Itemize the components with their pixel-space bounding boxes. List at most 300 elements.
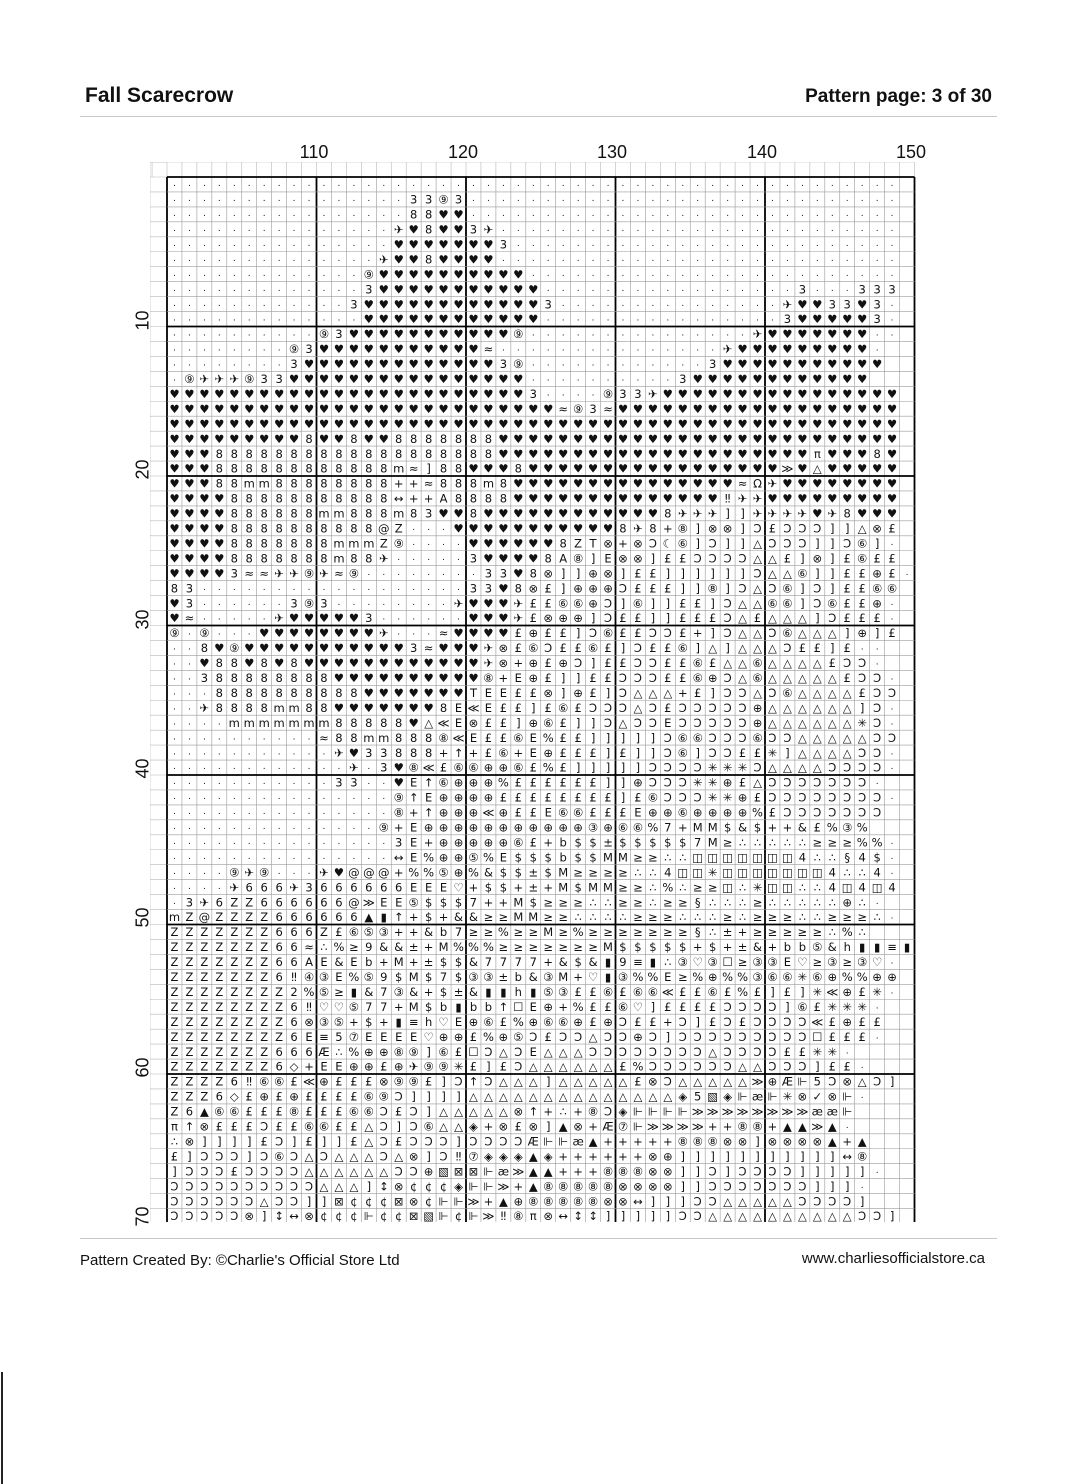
- stitch-symbol: Z: [185, 970, 194, 985]
- stitch-symbol: △: [454, 1104, 463, 1119]
- stitch-symbol: ·: [337, 316, 341, 327]
- stitch-symbol: ♥: [857, 357, 868, 372]
- stitch-symbol: $: [753, 820, 762, 835]
- stitch-symbol: Ↄ: [798, 775, 807, 790]
- stitch-symbol: Z: [230, 925, 239, 940]
- stitch-symbol: ]: [695, 581, 700, 596]
- stitch-symbol: Ↄ: [663, 775, 672, 790]
- stitch-symbol: ·: [217, 630, 221, 641]
- stitch-symbol: Ↄ: [708, 700, 717, 715]
- stitch-symbol: ∴: [170, 1134, 179, 1149]
- stitch-symbol: ·: [636, 286, 640, 297]
- stitch-symbol: 9: [380, 970, 388, 985]
- stitch-symbol: ✈: [199, 895, 210, 910]
- stitch-symbol: ·: [621, 226, 625, 237]
- stitch-symbol: ·: [666, 361, 670, 372]
- stitch-symbol: Z: [245, 984, 254, 999]
- stitch-symbol: ·: [756, 271, 759, 282]
- stitch-symbol: +: [423, 940, 434, 955]
- stitch-symbol: ♥: [842, 446, 853, 461]
- stitch-symbol: ♥: [468, 297, 479, 312]
- stitch-symbol: ♥: [483, 416, 494, 431]
- stitch-symbol: ·: [412, 525, 416, 536]
- stitch-symbol: ·: [516, 211, 520, 222]
- stitch-symbol: Ↄ: [708, 1179, 717, 1194]
- stitch-symbol: Z: [320, 925, 328, 940]
- stitch-symbol: ♥: [423, 327, 434, 342]
- stitch-symbol: △: [812, 656, 822, 671]
- stitch-symbol: $: [454, 955, 463, 970]
- stitch-symbol: ⊕: [528, 626, 539, 641]
- stitch-symbol: +: [633, 1149, 643, 1164]
- stitch-symbol: ♥: [857, 476, 868, 491]
- stitch-symbol: Z: [200, 1074, 209, 1089]
- stitch-symbol: £: [529, 596, 537, 611]
- stitch-symbol: ·: [696, 271, 700, 282]
- stitch-symbol: ▮: [350, 984, 358, 999]
- stitch-symbol: ④: [303, 970, 315, 985]
- stitch-symbol: ♥: [363, 671, 374, 686]
- stitch-symbol: Ↄ: [828, 805, 837, 820]
- stitch-symbol: ≥: [857, 910, 867, 925]
- stitch-symbol: ⑥: [229, 1104, 240, 1119]
- stitch-symbol: Z: [230, 1044, 239, 1059]
- stitch-symbol: ]: [695, 536, 700, 551]
- stitch-symbol: ♥: [453, 327, 464, 342]
- stitch-symbol: ♥: [558, 446, 569, 461]
- stitch-symbol: ∴: [679, 910, 687, 925]
- stitch-symbol: b: [559, 835, 567, 850]
- stitch-symbol: ♥: [827, 401, 838, 416]
- stitch-symbol: 8: [439, 700, 448, 715]
- stitch-symbol: ·: [187, 704, 191, 715]
- stitch-symbol: ·: [202, 316, 206, 327]
- stitch-symbol: ⑤: [363, 925, 374, 940]
- stitch-symbol: ⊕: [573, 820, 583, 835]
- stitch-symbol: ♥: [513, 372, 524, 387]
- stitch-symbol: △: [753, 626, 762, 641]
- column-label-150: 150: [895, 142, 927, 162]
- stitch-symbol: ♥: [453, 297, 464, 312]
- stitch-symbol: 3: [290, 357, 298, 372]
- stitch-symbol: ·: [860, 1063, 864, 1074]
- stitch-symbol: ·: [173, 884, 176, 895]
- stitch-symbol: 8: [395, 730, 403, 745]
- stitch-symbol: ]: [844, 521, 850, 536]
- stitch-symbol: ≈: [603, 401, 613, 416]
- stitch-symbol: ◈: [498, 1149, 508, 1164]
- stitch-symbol: ♥: [632, 431, 644, 446]
- stitch-symbol: ·: [681, 196, 685, 207]
- stitch-symbol: ≫: [497, 1179, 510, 1194]
- stitch-symbol: Ↄ: [484, 1074, 493, 1089]
- stitch-symbol: 8: [619, 521, 627, 536]
- stitch-symbol: ·: [890, 256, 894, 267]
- stitch-symbol: ⊕: [872, 596, 882, 611]
- stitch-symbol: +: [782, 820, 793, 835]
- stitch-symbol: ]: [650, 551, 656, 566]
- stitch-symbol: 8: [275, 506, 283, 521]
- stitch-symbol: ·: [322, 271, 326, 282]
- stitch-symbol: Ↄ: [663, 1074, 672, 1089]
- stitch-symbol: ·: [367, 764, 371, 775]
- stitch-symbol: E: [529, 745, 537, 760]
- stitch-symbol: ⊕: [483, 775, 494, 790]
- stitch-symbol: +: [618, 1134, 628, 1149]
- stitch-symbol: £: [709, 999, 717, 1014]
- stitch-symbol: ·: [262, 196, 266, 207]
- stitch-symbol: ♥: [199, 476, 210, 491]
- stitch-symbol: ⊕: [707, 970, 718, 985]
- stitch-symbol: ]: [366, 1179, 372, 1194]
- stitch-symbol: ·: [322, 181, 326, 192]
- stitch-symbol: ◫: [722, 880, 734, 895]
- stitch-symbol: ·: [486, 211, 490, 222]
- stitch-symbol: ·: [606, 196, 610, 207]
- stitch-symbol: ⊕: [438, 820, 449, 835]
- stitch-symbol: ♥: [842, 342, 853, 357]
- stitch-symbol: ♥: [587, 506, 599, 521]
- stitch-symbol: ⑥: [513, 835, 524, 850]
- stitch-symbol: ⊕: [349, 1059, 359, 1074]
- stitch-symbol: ·: [232, 615, 236, 626]
- stitch-symbol: ♥: [199, 521, 210, 536]
- stitch-symbol: ✈: [378, 551, 389, 566]
- stitch-symbol: Ↄ: [693, 1194, 702, 1209]
- stitch-symbol: ♥: [169, 596, 180, 611]
- stitch-symbol: ♥: [483, 327, 494, 342]
- stitch-symbol: ·: [247, 316, 251, 327]
- stitch-symbol: £: [873, 611, 881, 626]
- stitch-symbol: ·: [247, 794, 251, 805]
- stitch-symbol: ⊕: [319, 1074, 329, 1089]
- stitch-symbol: ♥: [408, 656, 419, 671]
- stitch-symbol: Ↄ: [798, 1179, 807, 1194]
- stitch-symbol: ♥: [498, 401, 509, 416]
- stitch-symbol: ⑥: [677, 730, 688, 745]
- stitch-symbol: △: [424, 715, 434, 730]
- stitch-symbol: Ↄ: [245, 1164, 254, 1179]
- stitch-symbol: ·: [367, 809, 371, 820]
- stitch-symbol: ⑤: [812, 940, 823, 955]
- stitch-symbol: £: [230, 1119, 238, 1134]
- stitch-symbol: ·: [397, 630, 401, 641]
- stitch-symbol: ♥: [348, 357, 360, 372]
- stitch-symbol: ⑧: [483, 671, 494, 686]
- stitch-symbol: 3: [395, 835, 403, 850]
- stitch-symbol: 4: [664, 865, 672, 880]
- stitch-symbol: ·: [890, 839, 894, 850]
- stitch-symbol: %: [871, 835, 883, 850]
- stitch-symbol: ③: [483, 970, 494, 985]
- stitch-symbol: ·: [217, 824, 221, 835]
- stitch-symbol: +: [633, 1134, 643, 1149]
- stitch-symbol: 4: [888, 880, 896, 895]
- stitch-symbol: ·: [337, 196, 341, 207]
- stitch-symbol: Z: [185, 1089, 194, 1104]
- stitch-symbol: $: [424, 895, 433, 910]
- stitch-symbol: ]: [575, 715, 581, 730]
- stitch-symbol: Ↄ: [170, 1179, 179, 1194]
- stitch-symbol: ]: [605, 1209, 611, 1222]
- scan-edge-mark: [1, 1372, 3, 1484]
- stitch-symbol: 6: [320, 910, 328, 925]
- stitch-symbol: ≈: [244, 566, 255, 581]
- stitch-symbol: ♥: [782, 401, 793, 416]
- stitch-symbol: ·: [576, 361, 580, 372]
- stitch-symbol: ≥: [528, 940, 539, 955]
- stitch-symbol: △: [753, 1059, 762, 1074]
- stitch-symbol: ♥: [677, 386, 688, 401]
- stitch-symbol: 6: [275, 895, 283, 910]
- stitch-symbol: ⑧: [587, 1179, 599, 1194]
- stitch-symbol: ♥: [423, 671, 434, 686]
- stitch-symbol: ]: [217, 1134, 222, 1149]
- stitch-symbol: 6: [260, 895, 268, 910]
- stitch-symbol: ·: [292, 271, 296, 282]
- stitch-symbol: Ↄ: [603, 1029, 613, 1044]
- stitch-symbol: ·: [322, 809, 326, 820]
- stitch-symbol: ·: [247, 630, 251, 641]
- stitch-symbol: ≥: [842, 955, 853, 970]
- stitch-symbol: ≥: [513, 940, 524, 955]
- stitch-symbol: Ↄ: [753, 999, 762, 1014]
- stitch-symbol: ·: [292, 585, 296, 596]
- stitch-symbol: ♥: [348, 327, 360, 342]
- stitch-symbol: £: [589, 671, 597, 686]
- stitch-symbol: Z: [215, 1029, 224, 1044]
- stitch-symbol: £: [469, 1059, 478, 1074]
- stitch-symbol: m: [228, 715, 240, 730]
- stitch-symbol: Z: [245, 910, 254, 925]
- stitch-symbol: ⑥: [857, 551, 868, 566]
- stitch-symbol: Ↄ: [723, 1029, 732, 1044]
- stitch-symbol: ♥: [842, 386, 853, 401]
- stitch-symbol: Z: [215, 970, 224, 985]
- stitch-symbol: ·: [800, 241, 804, 252]
- stitch-symbol: ♥: [617, 446, 629, 461]
- stitch-symbol: Ↄ: [618, 671, 628, 686]
- stitch-symbol: ♥: [782, 327, 793, 342]
- stitch-symbol: %: [497, 925, 509, 940]
- stitch-symbol: ⑨: [423, 1059, 434, 1074]
- stitch-symbol: ·: [307, 734, 311, 745]
- stitch-symbol: Z: [245, 925, 254, 940]
- stitch-symbol: +: [513, 880, 524, 895]
- stitch-symbol: ·: [636, 316, 640, 327]
- stitch-symbol: ·: [247, 764, 251, 775]
- stitch-symbol: ◫: [767, 880, 778, 895]
- stitch-symbol: ♥: [453, 252, 464, 267]
- stitch-symbol: ♥: [423, 297, 434, 312]
- stitch-symbol: $: [499, 880, 508, 895]
- stitch-symbol: ♥: [468, 282, 479, 297]
- stitch-symbol: ♥: [169, 551, 180, 566]
- stitch-symbol: Ↄ: [708, 730, 717, 745]
- stitch-symbol: ♥: [303, 401, 315, 416]
- stitch-symbol: ♥: [378, 327, 389, 342]
- stitch-symbol: 8: [365, 461, 373, 476]
- stitch-symbol: ≈: [304, 940, 314, 955]
- stitch-symbol: ·: [651, 286, 655, 297]
- stitch-symbol: 6: [260, 880, 268, 895]
- stitch-symbol: ♥: [199, 386, 210, 401]
- stitch-symbol: Ↄ: [828, 790, 837, 805]
- stitch-symbol: ⊕: [364, 1059, 374, 1074]
- stitch-symbol: ♥: [722, 401, 733, 416]
- stitch-symbol: Ↄ: [768, 1179, 777, 1194]
- stitch-symbol: ◈: [678, 1089, 688, 1104]
- stitch-symbol: ♥: [737, 372, 748, 387]
- stitch-symbol: ⑦: [617, 1119, 629, 1134]
- row-label-50: 50: [132, 907, 153, 928]
- stitch-symbol: 8: [245, 551, 253, 566]
- stitch-symbol: ⊕: [707, 671, 718, 686]
- stitch-symbol: Ↄ: [873, 790, 882, 805]
- stitch-symbol: ◫: [737, 865, 749, 880]
- stitch-symbol: £: [813, 641, 821, 656]
- stitch-symbol: Ↄ: [663, 745, 672, 760]
- stitch-symbol: ·: [277, 271, 281, 282]
- stitch-symbol: ·: [232, 361, 236, 372]
- stitch-symbol: £: [619, 656, 627, 671]
- stitch-symbol: ≥: [677, 970, 688, 985]
- stitch-symbol: ·: [711, 241, 715, 252]
- stitch-symbol: £: [350, 1089, 358, 1104]
- stitch-symbol: Ↄ: [858, 1209, 867, 1222]
- stitch-symbol: ·: [247, 824, 251, 835]
- stitch-symbol: ·: [187, 181, 191, 192]
- stitch-symbol: ·: [202, 241, 206, 252]
- stitch-symbol: ·: [875, 226, 879, 237]
- stitch-symbol: ·: [202, 749, 206, 760]
- stitch-symbol: £: [589, 805, 597, 820]
- stitch-symbol: ·: [262, 764, 266, 775]
- stitch-symbol: ·: [187, 689, 191, 700]
- stitch-symbol: Ↄ: [753, 760, 762, 775]
- stitch-symbol: æ: [497, 1164, 510, 1179]
- stitch-symbol: ✈: [513, 611, 524, 626]
- stitch-symbol: ·: [681, 301, 685, 312]
- stitch-symbol: ⑨: [244, 372, 255, 387]
- stitch-symbol: ✳: [707, 760, 718, 775]
- stitch-symbol: Ↄ: [603, 596, 613, 611]
- stitch-symbol: Ↄ: [723, 745, 732, 760]
- stitch-symbol: ♥: [498, 506, 509, 521]
- stitch-symbol: ≪: [437, 715, 450, 730]
- stitch-symbol: £: [709, 656, 717, 671]
- stitch-symbol: Ↄ: [648, 715, 657, 730]
- stitch-symbol: ·: [576, 286, 580, 297]
- stitch-symbol: ◈: [513, 1149, 523, 1164]
- stitch-symbol: ·: [232, 824, 236, 835]
- stitch-symbol: Z: [200, 999, 209, 1014]
- stitch-symbol: Ↄ: [783, 1164, 792, 1179]
- stitch-symbol: ⑥: [572, 805, 584, 820]
- stitch-symbol: ]: [665, 596, 671, 611]
- stitch-symbol: ⑧: [572, 1194, 584, 1209]
- stitch-symbol: ⊕: [887, 970, 897, 985]
- stitch-symbol: ]: [710, 685, 715, 700]
- stitch-symbol: ]: [725, 536, 730, 551]
- stitch-symbol: Z: [185, 940, 194, 955]
- stitch-symbol: △: [573, 1059, 583, 1074]
- stitch-symbol: Z: [215, 1074, 224, 1089]
- stitch-symbol: ·: [830, 181, 834, 192]
- stitch-symbol: ≥: [767, 925, 778, 940]
- stitch-symbol: ♥: [677, 446, 688, 461]
- stitch-symbol: ⑥: [363, 1089, 374, 1104]
- stitch-symbol: ·: [307, 824, 311, 835]
- stitch-symbol: ∴: [828, 895, 836, 910]
- stitch-symbol: ≈: [737, 476, 748, 491]
- stitch-symbol: ⑧: [752, 1119, 763, 1134]
- stitch-symbol: £: [514, 685, 522, 700]
- stitch-symbol: ⊗: [722, 521, 733, 536]
- stitch-symbol: ⊕: [663, 805, 673, 820]
- stitch-symbol: ]: [545, 1074, 551, 1089]
- stitch-symbol: ♥: [348, 372, 360, 387]
- stitch-symbol: Ↄ: [873, 671, 882, 686]
- stitch-symbol: ⊕: [468, 805, 479, 820]
- stitch-symbol: ♥: [303, 626, 315, 641]
- stitch-symbol: £: [858, 596, 866, 611]
- stitch-symbol: ∴: [783, 895, 792, 910]
- stitch-symbol: Z: [185, 1074, 194, 1089]
- stitch-symbol: Ↄ: [798, 1029, 807, 1044]
- stitch-symbol: +: [513, 745, 524, 760]
- stitch-symbol: △: [768, 551, 777, 566]
- stitch-symbol: ♥: [782, 431, 793, 446]
- stitch-symbol: Ↄ: [693, 790, 702, 805]
- stitch-symbol: 8: [335, 730, 343, 745]
- stitch-symbol: ⑥: [602, 626, 614, 641]
- stitch-symbol: 4: [873, 865, 881, 880]
- stitch-symbol: %: [856, 970, 868, 985]
- stitch-symbol: ≥: [633, 850, 643, 865]
- stitch-symbol: 3: [529, 386, 537, 401]
- stitch-symbol: Ↄ: [723, 626, 732, 641]
- stitch-symbol: $: [679, 940, 687, 955]
- stitch-symbol: ∴: [738, 910, 747, 925]
- stitch-symbol: ⊗: [304, 1209, 314, 1222]
- stitch-symbol: ≥: [498, 940, 509, 955]
- stitch-symbol: ]: [456, 1089, 461, 1104]
- stitch-symbol: ·: [277, 346, 281, 357]
- stitch-symbol: ♥: [662, 401, 673, 416]
- stitch-symbol: △: [797, 745, 807, 760]
- stitch-symbol: 8: [424, 431, 433, 446]
- stitch-symbol: △: [812, 700, 822, 715]
- stitch-symbol: Ↄ: [304, 1179, 314, 1194]
- stitch-symbol: ♥: [229, 431, 240, 446]
- stitch-symbol: £: [514, 700, 522, 715]
- stitch-symbol: ⊩: [468, 1179, 479, 1194]
- stitch-symbol: ·: [202, 226, 206, 237]
- stitch-symbol: ·: [367, 211, 371, 222]
- stitch-symbol: 7: [365, 999, 373, 1014]
- stitch-symbol: Z: [185, 984, 194, 999]
- stitch-symbol: 6: [350, 880, 358, 895]
- stitch-symbol: ⊕: [722, 775, 733, 790]
- stitch-symbol: ·: [591, 316, 595, 327]
- stitch-symbol: ∴: [619, 910, 627, 925]
- stitch-symbol: ⑥: [871, 581, 883, 596]
- stitch-symbol: ♥: [707, 446, 718, 461]
- stitch-symbol: ]: [650, 730, 656, 745]
- stitch-symbol: £: [514, 1119, 522, 1134]
- stitch-symbol: ·: [815, 181, 819, 192]
